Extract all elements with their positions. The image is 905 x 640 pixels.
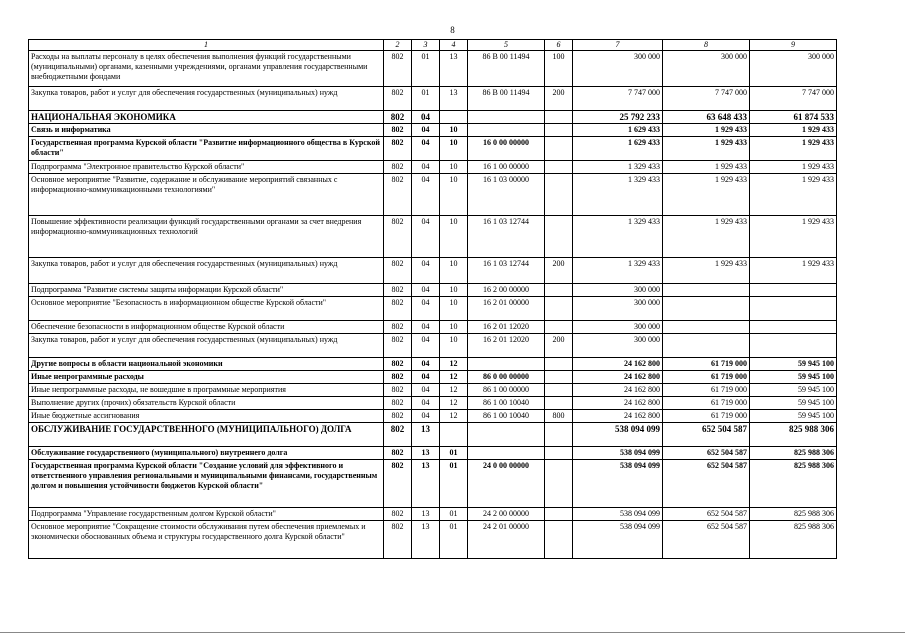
cell-subsection: 12	[440, 371, 468, 384]
cell-amount-year2: 1 929 433	[663, 216, 750, 258]
cell-admin: 802	[384, 137, 412, 161]
cell-section: 04	[412, 137, 440, 161]
cell-amount-year1: 7 747 000	[573, 87, 663, 111]
cell-name: Подпрограмма "Электронное правительство Курской области"	[29, 161, 384, 174]
cell-subsection: 12	[440, 358, 468, 371]
cell-admin: 802	[384, 358, 412, 371]
cell-amount-year1: 1 629 433	[573, 137, 663, 161]
cell-subsection: 10	[440, 284, 468, 297]
cell-amount-year3	[750, 284, 837, 297]
cell-target-article	[468, 423, 545, 447]
cell-amount-year3: 1 929 433	[750, 258, 837, 284]
table-row	[29, 447, 837, 460]
cell-expense-type	[545, 137, 573, 161]
cell-amount-year3: 59 945 100	[750, 358, 837, 371]
table-row	[29, 87, 837, 111]
cell-amount-year1: 300 000	[573, 51, 663, 87]
header-cell-amount-year1: 7	[573, 40, 663, 51]
cell-amount-year3: 59 945 100	[750, 384, 837, 397]
cell-expense-type: 200	[545, 334, 573, 358]
cell-amount-year1: 25 792 233	[573, 111, 663, 124]
cell-subsection: 10	[440, 137, 468, 161]
cell-amount-year3: 1 929 433	[750, 161, 837, 174]
cell-amount-year1: 300 000	[573, 334, 663, 358]
cell-amount-year3: 825 988 306	[750, 460, 837, 508]
cell-section: 04	[412, 161, 440, 174]
cell-amount-year1: 24 162 800	[573, 397, 663, 410]
cell-target-article: 16 1 00 00000	[468, 161, 545, 174]
cell-subsection	[440, 423, 468, 447]
cell-admin: 802	[384, 321, 412, 334]
cell-admin: 802	[384, 174, 412, 216]
cell-expense-type	[545, 124, 573, 137]
cell-name: Расходы на выплаты персоналу в целях обеспечения выполнения функций государственными (муниципальными) органами, казенными учреждениями, органами управления государственными внебюджетными фондами	[29, 51, 384, 87]
cell-expense-type: 200	[545, 258, 573, 284]
cell-expense-type	[545, 423, 573, 447]
cell-expense-type	[545, 447, 573, 460]
cell-amount-year1: 1 629 433	[573, 124, 663, 137]
cell-section: 04	[412, 358, 440, 371]
cell-amount-year1: 1 329 433	[573, 161, 663, 174]
cell-name: ОБСЛУЖИВАНИЕ ГОСУДАРСТВЕННОГО (МУНИЦИПАЛЬНОГО) ДОЛГА	[29, 423, 384, 447]
cell-section: 04	[412, 258, 440, 284]
cell-subsection: 12	[440, 397, 468, 410]
cell-amount-year3	[750, 297, 837, 321]
cell-target-article: 86 1 00 10040	[468, 397, 545, 410]
cell-amount-year3	[750, 321, 837, 334]
table-row	[29, 334, 837, 358]
cell-amount-year1: 300 000	[573, 284, 663, 297]
cell-target-article: 86 1 00 10040	[468, 410, 545, 423]
cell-target-article: 16 0 00 00000	[468, 137, 545, 161]
cell-amount-year2: 652 504 587	[663, 460, 750, 508]
cell-amount-year1: 1 329 433	[573, 258, 663, 284]
cell-admin: 802	[384, 284, 412, 297]
table-row	[29, 161, 837, 174]
table-row	[29, 423, 837, 447]
cell-amount-year2: 7 747 000	[663, 87, 750, 111]
cell-amount-year2: 61 719 000	[663, 371, 750, 384]
cell-amount-year2: 652 504 587	[663, 521, 750, 559]
cell-admin: 802	[384, 410, 412, 423]
cell-amount-year1: 1 329 433	[573, 216, 663, 258]
cell-amount-year2: 61 719 000	[663, 397, 750, 410]
cell-name: Государственная программа Курской области "Создание условий для эффективного и ответственного управления региональными и муниципальными финансами, государственным долгом и повышения устойчивости бюджетов Курской области"	[29, 460, 384, 508]
cell-amount-year3: 59 945 100	[750, 397, 837, 410]
cell-expense-type	[545, 111, 573, 124]
table-row	[29, 111, 837, 124]
cell-admin: 802	[384, 397, 412, 410]
cell-target-article	[468, 447, 545, 460]
header-cell-target-article: 5	[468, 40, 545, 51]
cell-section: 04	[412, 397, 440, 410]
cell-target-article: 24 2 00 00000	[468, 508, 545, 521]
cell-admin: 802	[384, 521, 412, 559]
cell-name: Обеспечение безопасности в информационном обществе Курской области	[29, 321, 384, 334]
cell-expense-type	[545, 397, 573, 410]
cell-amount-year1: 24 162 800	[573, 384, 663, 397]
table-row	[29, 460, 837, 508]
cell-section: 13	[412, 423, 440, 447]
cell-amount-year2: 652 504 587	[663, 447, 750, 460]
cell-admin: 802	[384, 460, 412, 508]
cell-expense-type: 800	[545, 410, 573, 423]
cell-target-article	[468, 111, 545, 124]
cell-amount-year2	[663, 334, 750, 358]
cell-amount-year1: 24 162 800	[573, 358, 663, 371]
cell-name: Другие вопросы в области национальной экономики	[29, 358, 384, 371]
cell-amount-year3: 59 945 100	[750, 410, 837, 423]
cell-target-article: 24 0 00 00000	[468, 460, 545, 508]
cell-amount-year1: 538 094 099	[573, 423, 663, 447]
cell-admin: 802	[384, 384, 412, 397]
cell-target-article: 16 1 03 12744	[468, 258, 545, 284]
cell-expense-type	[545, 297, 573, 321]
page-bottom-rule	[0, 632, 905, 633]
cell-name: Повышение эффективности реализации функций государственными органами за счет внедрения информационно-коммуникационных технологий	[29, 216, 384, 258]
cell-amount-year2: 61 719 000	[663, 358, 750, 371]
cell-amount-year3: 59 945 100	[750, 371, 837, 384]
cell-admin: 802	[384, 87, 412, 111]
cell-name: Иные непрограммные расходы	[29, 371, 384, 384]
table-row	[29, 508, 837, 521]
cell-section: 13	[412, 508, 440, 521]
cell-admin: 802	[384, 297, 412, 321]
cell-admin: 802	[384, 258, 412, 284]
table-row	[29, 51, 837, 87]
cell-name: Обслуживание государственного (муниципального) внутреннего долга	[29, 447, 384, 460]
cell-target-article: 16 1 03 12744	[468, 216, 545, 258]
cell-expense-type	[545, 460, 573, 508]
cell-amount-year1: 538 094 099	[573, 508, 663, 521]
cell-subsection: 10	[440, 124, 468, 137]
header-cell-expense-type: 6	[545, 40, 573, 51]
cell-target-article: 86 В 00 11494	[468, 87, 545, 111]
cell-section: 01	[412, 87, 440, 111]
cell-amount-year1: 538 094 099	[573, 521, 663, 559]
cell-amount-year2: 1 929 433	[663, 258, 750, 284]
cell-admin: 802	[384, 334, 412, 358]
cell-name: Закупка товаров, работ и услуг для обеспечения государственных (муниципальных) нужд	[29, 87, 384, 111]
cell-target-article	[468, 124, 545, 137]
header-cell-subsection: 4	[440, 40, 468, 51]
cell-section: 13	[412, 460, 440, 508]
cell-section: 04	[412, 410, 440, 423]
cell-subsection: 12	[440, 384, 468, 397]
cell-name: Подпрограмма "Развитие системы защиты информации Курской области"	[29, 284, 384, 297]
header-cell-section: 3	[412, 40, 440, 51]
header-cell-amount-year2: 8	[663, 40, 750, 51]
cell-subsection: 01	[440, 460, 468, 508]
cell-subsection: 10	[440, 161, 468, 174]
table-row	[29, 397, 837, 410]
cell-expense-type	[545, 161, 573, 174]
cell-expense-type	[545, 321, 573, 334]
cell-subsection: 12	[440, 410, 468, 423]
cell-name: НАЦИОНАЛЬНАЯ ЭКОНОМИКА	[29, 111, 384, 124]
cell-amount-year2: 652 504 587	[663, 508, 750, 521]
cell-target-article: 16 2 01 12020	[468, 321, 545, 334]
cell-subsection: 01	[440, 447, 468, 460]
cell-amount-year1: 538 094 099	[573, 447, 663, 460]
cell-amount-year3: 61 874 533	[750, 111, 837, 124]
cell-amount-year1: 24 162 800	[573, 371, 663, 384]
cell-expense-type	[545, 521, 573, 559]
cell-target-article: 16 1 03 00000	[468, 174, 545, 216]
cell-section: 04	[412, 334, 440, 358]
cell-subsection: 10	[440, 174, 468, 216]
cell-amount-year2: 1 929 433	[663, 137, 750, 161]
cell-amount-year1: 1 329 433	[573, 174, 663, 216]
cell-expense-type	[545, 371, 573, 384]
cell-name: Выполнение других (прочих) обязательств Курской области	[29, 397, 384, 410]
cell-amount-year3: 825 988 306	[750, 423, 837, 447]
cell-subsection	[440, 111, 468, 124]
header-cell-amount-year3: 9	[750, 40, 837, 51]
table-row	[29, 137, 837, 161]
cell-target-article	[468, 358, 545, 371]
budget-table	[28, 39, 837, 559]
cell-amount-year2: 1 929 433	[663, 161, 750, 174]
cell-admin: 802	[384, 508, 412, 521]
cell-section: 01	[412, 51, 440, 87]
table-row	[29, 358, 837, 371]
cell-name: Основное мероприятие "Развитие, содержание и обслуживание мероприятий связанных с информационно-коммуникационными технологиями"	[29, 174, 384, 216]
cell-expense-type	[545, 174, 573, 216]
cell-subsection: 10	[440, 321, 468, 334]
table-row	[29, 384, 837, 397]
cell-section: 04	[412, 384, 440, 397]
table-row	[29, 124, 837, 137]
table-row	[29, 174, 837, 216]
cell-target-article: 16 2 01 00000	[468, 297, 545, 321]
page-number: 8	[450, 25, 455, 35]
cell-expense-type	[545, 284, 573, 297]
cell-amount-year2: 61 719 000	[663, 410, 750, 423]
cell-subsection: 10	[440, 258, 468, 284]
cell-target-article: 86 В 00 11494	[468, 51, 545, 87]
cell-section: 04	[412, 216, 440, 258]
table-row	[29, 371, 837, 384]
cell-amount-year3: 300 000	[750, 51, 837, 87]
cell-section: 04	[412, 284, 440, 297]
header-cell-admin: 2	[384, 40, 412, 51]
cell-section: 13	[412, 447, 440, 460]
cell-admin: 802	[384, 161, 412, 174]
cell-admin: 802	[384, 216, 412, 258]
cell-amount-year3: 825 988 306	[750, 521, 837, 559]
cell-section: 04	[412, 321, 440, 334]
cell-amount-year2	[663, 284, 750, 297]
cell-expense-type	[545, 358, 573, 371]
table-header-row	[29, 40, 837, 51]
cell-name: Иные бюджетные ассигнования	[29, 410, 384, 423]
cell-amount-year1: 300 000	[573, 321, 663, 334]
cell-target-article: 16 2 00 00000	[468, 284, 545, 297]
cell-section: 04	[412, 124, 440, 137]
cell-amount-year3: 1 929 433	[750, 216, 837, 258]
cell-target-article: 86 1 00 00000	[468, 384, 545, 397]
cell-admin: 802	[384, 124, 412, 137]
table-row	[29, 410, 837, 423]
cell-amount-year3: 1 929 433	[750, 174, 837, 216]
cell-admin: 802	[384, 423, 412, 447]
table-row	[29, 216, 837, 258]
cell-name: Подпрограмма "Управление государственным долгом Курской области"	[29, 508, 384, 521]
table-row	[29, 321, 837, 334]
cell-amount-year2: 1 929 433	[663, 174, 750, 216]
table-row	[29, 258, 837, 284]
cell-name: Связь и информатика	[29, 124, 384, 137]
cell-subsection: 01	[440, 508, 468, 521]
cell-amount-year2: 1 929 433	[663, 124, 750, 137]
cell-section: 04	[412, 111, 440, 124]
table-row	[29, 297, 837, 321]
cell-subsection: 13	[440, 51, 468, 87]
cell-amount-year2	[663, 321, 750, 334]
cell-name: Закупка товаров, работ и услуг для обеспечения государственных (муниципальных) нужд	[29, 334, 384, 358]
cell-name: Основное мероприятие "Сокращение стоимости обслуживания путем обеспечения приемлемых и экономически обоснованных объема и структуры государственного долга Курской области"	[29, 521, 384, 559]
table-row	[29, 284, 837, 297]
cell-amount-year2: 300 000	[663, 51, 750, 87]
cell-amount-year2: 61 719 000	[663, 384, 750, 397]
cell-section: 13	[412, 521, 440, 559]
cell-amount-year1: 24 162 800	[573, 410, 663, 423]
cell-subsection: 13	[440, 87, 468, 111]
cell-target-article: 24 2 01 00000	[468, 521, 545, 559]
cell-section: 04	[412, 371, 440, 384]
table-row	[29, 521, 837, 559]
cell-amount-year1: 300 000	[573, 297, 663, 321]
cell-section: 04	[412, 174, 440, 216]
cell-expense-type: 100	[545, 51, 573, 87]
cell-expense-type: 200	[545, 87, 573, 111]
cell-expense-type	[545, 384, 573, 397]
header-cell-name: 1	[29, 40, 384, 51]
cell-amount-year3: 825 988 306	[750, 508, 837, 521]
cell-amount-year3: 825 988 306	[750, 447, 837, 460]
cell-admin: 802	[384, 51, 412, 87]
cell-name: Закупка товаров, работ и услуг для обеспечения государственных (муниципальных) нужд	[29, 258, 384, 284]
cell-admin: 802	[384, 111, 412, 124]
cell-admin: 802	[384, 371, 412, 384]
cell-subsection: 10	[440, 297, 468, 321]
cell-amount-year3	[750, 334, 837, 358]
cell-amount-year2	[663, 297, 750, 321]
cell-amount-year3: 1 929 433	[750, 124, 837, 137]
cell-expense-type	[545, 508, 573, 521]
cell-subsection: 01	[440, 521, 468, 559]
cell-amount-year2: 652 504 587	[663, 423, 750, 447]
cell-target-article: 16 2 01 12020	[468, 334, 545, 358]
cell-amount-year3: 1 929 433	[750, 137, 837, 161]
cell-amount-year3: 7 747 000	[750, 87, 837, 111]
cell-amount-year2: 63 648 433	[663, 111, 750, 124]
cell-section: 04	[412, 297, 440, 321]
cell-amount-year1: 538 094 099	[573, 460, 663, 508]
cell-subsection: 10	[440, 216, 468, 258]
cell-expense-type	[545, 216, 573, 258]
cell-name: Иные непрограммные расходы, не вошедшие в программные мероприятия	[29, 384, 384, 397]
cell-name: Основное мероприятие "Безопасность в информационном обществе Курской области"	[29, 297, 384, 321]
cell-name: Государственная программа Курской области "Развитие информационного общества в Курской области"	[29, 137, 384, 161]
cell-admin: 802	[384, 447, 412, 460]
cell-subsection: 10	[440, 334, 468, 358]
cell-target-article: 86 0 00 00000	[468, 371, 545, 384]
